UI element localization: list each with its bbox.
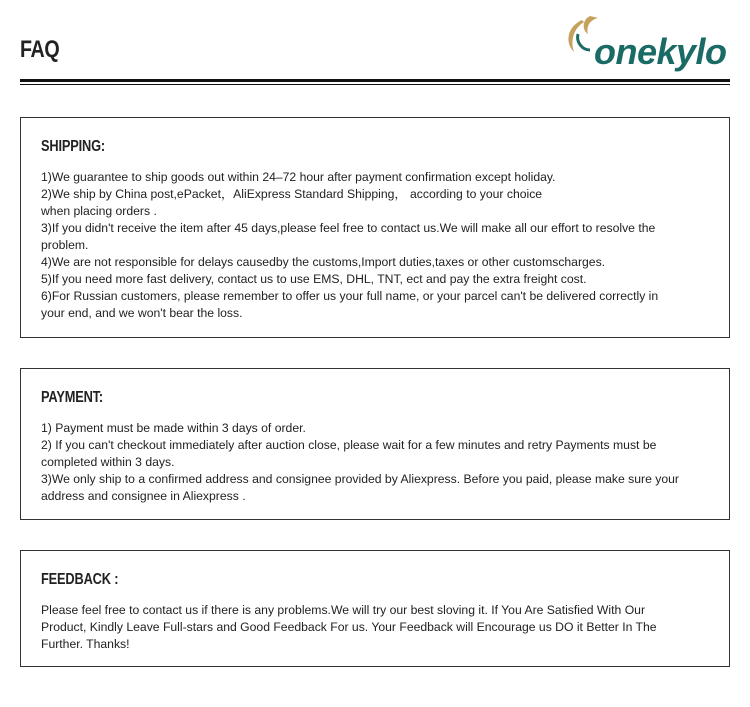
header-divider-thin	[20, 84, 730, 85]
shipping-line: 5)If you need more fast delivery, contact us to use EMS, DHL, TNT, ect and pay the extra freight cost.	[41, 272, 587, 286]
payment-title: PAYMENT:	[41, 389, 104, 406]
feedback-line: Please feel free to contact us if there is any problems.We will try our best sloving it. If You Are Satisfied With Our	[41, 603, 646, 617]
header-divider-thick	[20, 79, 730, 82]
feedback-text	[41, 602, 709, 653]
page-title: FAQ	[20, 36, 60, 63]
shipping-text	[41, 169, 709, 322]
payment-line: 1) Payment must be made within 3 days of order.	[41, 421, 306, 435]
payment-line: 3)We only ship to a confirmed address and consignee provided by Aliexpress. Before you paid, please make sure your	[41, 472, 679, 486]
shipping-line: 1)We guarantee to ship goods out within 24–72 hour after payment confirmation except holiday.	[41, 170, 556, 184]
shipping-title: SHIPPING:	[41, 138, 105, 155]
feedback-title: FEEDBACK :	[41, 571, 119, 588]
shipping-line: problem.	[41, 238, 89, 252]
shipping-line: 2)We ship by China post,ePacket，AliExpress Standard Shipping， according to your choice	[41, 187, 543, 201]
shipping-line: your end, and we won't bear the loss.	[41, 306, 243, 320]
payment-section	[20, 368, 730, 520]
payment-line: completed within 3 days.	[41, 455, 175, 469]
shipping-line: 3)If you didn't receive the item after 45 days,please feel free to contact us.We will make all our effort to resolve the	[41, 221, 656, 235]
shipping-section	[20, 117, 730, 338]
payment-line: address and consignee in Aliexpress .	[41, 489, 246, 503]
onekylo-logo	[560, 12, 735, 74]
feedback-line: Further. Thanks!	[41, 637, 130, 651]
feedback-section	[20, 550, 730, 667]
shipping-line: 4)We are not responsible for delays causedby the customs,Import duties,taxes or other customscharges.	[41, 255, 606, 269]
payment-text	[41, 420, 709, 505]
feedback-line: Product, Kindly Leave Full-stars and Good Feedback For us. Your Feedback will Encourage us DO it Better In The	[41, 620, 657, 634]
logo-text: onekylo	[594, 31, 727, 72]
shipping-line: when placing orders .	[41, 204, 157, 218]
shipping-line: 6)For Russian customers, please remember to offer us your full name, or your parcel can't be delivered correctly in	[41, 289, 659, 303]
payment-line: 2) If you can't checkout immediately after auction close, please wait for a few minutes and retry Payments must be	[41, 438, 657, 452]
